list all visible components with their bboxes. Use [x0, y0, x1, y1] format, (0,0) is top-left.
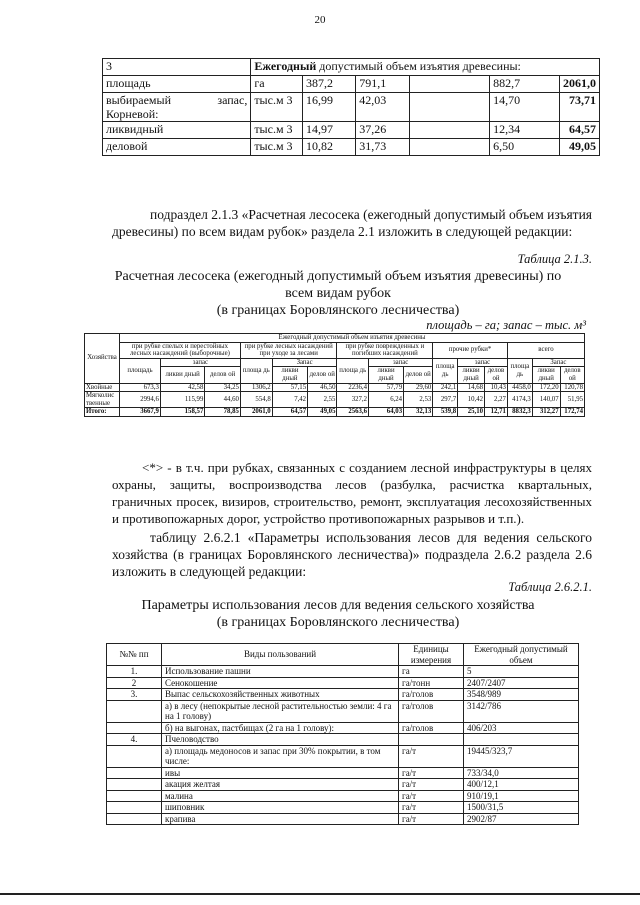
table3-cell-n [107, 779, 162, 791]
table3-cell-vol: 19445/323,7 [464, 745, 579, 767]
table1-cell-c4: 882,7 [490, 76, 560, 93]
table3-cell-unit: га/т [399, 745, 464, 767]
table2-cell: 32,13 [404, 408, 433, 417]
table1-cell-name: ликвидный [103, 122, 251, 139]
col-business: делов ой [205, 367, 241, 383]
col-group-damaged: при рубке поврежденных и погибших насаждений [337, 342, 433, 358]
table1-cell-c4: 14,70 [490, 93, 560, 122]
table3-title-1: Параметры использования лесов для ведения сельского хозяйства [141, 598, 535, 613]
table3-cell-vol: 733/34,0 [464, 767, 579, 779]
bottom-rule [0, 893, 640, 895]
table3-cell-n [107, 790, 162, 802]
table3-cell-unit: га/т [399, 779, 464, 791]
table2-cell: 46,50 [308, 383, 337, 392]
table2-row-label: Мягколис твенные [85, 392, 120, 408]
table2-cell: 2994,6 [120, 392, 161, 408]
table1-row [103, 93, 600, 122]
table3-cell-vol: 3142/786 [464, 700, 579, 722]
table2-cell: 12,71 [485, 408, 508, 417]
table2-cell: 2236,4 [337, 383, 369, 392]
table1-title: Ежегодный допустимый объем изъятия древесины: [251, 59, 600, 76]
col-business: делов ой [485, 367, 508, 383]
col-group-thinning: при рубке лесных насаждений при уходе за лесами [240, 342, 337, 358]
col-stock: запас [458, 358, 508, 367]
table3-cell-kind: Использование пашни [162, 666, 399, 678]
col-liquid: ликви дный [458, 367, 485, 383]
table3-cell-kind: Пчеловодство [162, 734, 399, 746]
table3-cell-kind: акация желтая [162, 779, 399, 791]
table3-row [107, 767, 579, 779]
col-group-other: прочие рубки* [433, 342, 508, 358]
table2-cell: 2563,6 [337, 408, 369, 417]
table3-cell-vol: 2902/87 [464, 813, 579, 825]
col-group-total: всего [507, 342, 584, 358]
col-business: делов ой [560, 367, 584, 383]
table3-cell-unit: га/т [399, 802, 464, 814]
table1-cell-name: деловой [103, 139, 251, 156]
col-business: делов ой [404, 367, 433, 383]
table2-cell: 10,42 [458, 392, 485, 408]
table1-row [103, 76, 600, 93]
col-area: площа дь [433, 358, 458, 383]
table2-cell: 78,85 [205, 408, 241, 417]
col-group-top: Ежегодный допустимый объем изъятия древесины [120, 334, 585, 343]
table3-cell-kind: ивы [162, 767, 399, 779]
table3-cell-unit: га/т [399, 767, 464, 779]
table2-cell: 34,25 [205, 383, 241, 392]
table1-row [103, 139, 600, 156]
table1-cell-total: 73,71 [560, 93, 600, 122]
table3-cell-kind: малина [162, 790, 399, 802]
table2-cell: 297,7 [433, 392, 458, 408]
table3-row [107, 689, 579, 701]
table2-cell: 2,27 [485, 392, 508, 408]
table3-cell-unit: га/т [399, 813, 464, 825]
table3-cell-vol: 5 [464, 666, 579, 678]
footnote: <*> - в т.ч. при рубках, связанных с созданием лесной инфраструктуры в целях охраны, защиты, воспроизводства лесов (разбулка, расчистка квартальных, граничных просек, визиров, строительство, ремонт, эксплуатация лесохозяйственных и противопожарных дорог, устройство противопожарных разрывов и т.п.). [112, 460, 592, 526]
table3-row [107, 813, 579, 825]
table3-cell-n: 2 [107, 677, 162, 689]
table1-cell-c1: 16,99 [302, 93, 355, 122]
table3-cell-kind: шиповник [162, 802, 399, 814]
table2-row-label: Хвойные [85, 383, 120, 392]
table1-cell-c4: 12,34 [490, 122, 560, 139]
table2-cell: 64,03 [369, 408, 404, 417]
table2-row [85, 392, 585, 408]
table3-cell-vol: 400/12,1 [464, 779, 579, 791]
col-farms: Хозяйства [85, 334, 120, 384]
table3-title-2: (в границах Боровлянского лесничества) [216, 615, 460, 630]
calculated-cut-table [84, 333, 585, 417]
table1-cell-name: площадь [103, 76, 251, 93]
table2-cell: 312,27 [532, 408, 560, 417]
col-num: №№ пп [107, 644, 162, 666]
table2-row [85, 408, 585, 417]
table2-cell: 4174,3 [507, 392, 532, 408]
table2-cell: 3667,9 [120, 408, 161, 417]
allowable-cut-table-fragment [102, 58, 600, 156]
table3-cell-n: 3. [107, 689, 162, 701]
table2-cell: 539,8 [433, 408, 458, 417]
paragraph-2-1-3: подраздел 2.1.3 «Расчетная лесосека (ежегодный допустимый объем изъятия древесины) по всем видам рубок» раздела 2.1 изложить в следующей редакции: [112, 207, 592, 239]
table2-cell: 42,58 [160, 383, 204, 392]
col-liquid: ликви дный [272, 367, 307, 383]
table2-cell: 29,60 [404, 383, 433, 392]
table3-row [107, 666, 579, 678]
table3-cell-unit: га/т [399, 790, 464, 802]
table2-cell: 49,05 [308, 408, 337, 417]
table3-cell-n: 4. [107, 734, 162, 746]
table2-cell: 2061,0 [240, 408, 272, 417]
col-business: делов ой [308, 367, 337, 383]
table3-cell-kind: б) на выгонах, пастбищах (2 га на 1 голову): [162, 722, 399, 734]
col-liquid: ликви дный [532, 367, 560, 383]
table2-cell: 673,3 [120, 383, 161, 392]
table3-cell-n [107, 767, 162, 779]
table2-cell: 10,43 [485, 383, 508, 392]
table3-row [107, 677, 579, 689]
paragraph-2-6-2-1: таблицу 2.6.2.1 «Параметры использования лесов для ведения сельского хозяйства (в границах Боровлянского лесничества)» подраздела 2.6.2 раздела 2.6 изложить в следующей редакции: [112, 530, 592, 579]
table2-cell: 8832,3 [507, 408, 532, 417]
table1-cell-c3 [409, 93, 490, 122]
table2-title-3: (в границах Боровлянского лесничества) [216, 303, 460, 318]
table1-cell-name: выбираемый запас, Корневой: [103, 93, 251, 122]
table3-row [107, 802, 579, 814]
table3-cell-unit: га/голов [399, 722, 464, 734]
table3-cell-kind: Выпас сельскохозяйственных животных [162, 689, 399, 701]
table2-cell: 51,95 [560, 392, 584, 408]
col-stock: Запас [532, 358, 584, 367]
table2-cell: 1306,2 [240, 383, 272, 392]
table1-cell-c1: 10,82 [302, 139, 355, 156]
table3-row [107, 790, 579, 802]
table1-cell-c1: 387,2 [302, 76, 355, 93]
table2-cell: 57,79 [369, 383, 404, 392]
table2-cell: 115,99 [160, 392, 204, 408]
table2-cell: 25,10 [458, 408, 485, 417]
table3-row [107, 722, 579, 734]
table2-cell: 14,68 [458, 383, 485, 392]
table3-cell-vol [464, 734, 579, 746]
table3-row [107, 779, 579, 791]
table3-cell-unit: га/голов [399, 689, 464, 701]
col-unit: Единицы измерения [399, 644, 464, 666]
table3-row [107, 745, 579, 767]
table2-cell: 172,20 [532, 383, 560, 392]
table1-cell-c3 [409, 76, 490, 93]
table3-cell-n [107, 700, 162, 722]
table3-cell-vol: 1500/31,5 [464, 802, 579, 814]
table1-cell-unit: тыс.м 3 [251, 122, 303, 139]
table1-cell-c2: 42,03 [356, 93, 409, 122]
col-stock: запас [369, 358, 433, 367]
table3-cell-kind: а) в лесу (непокрытые лесной растительностью земли: 4 га на 1 голову) [162, 700, 399, 722]
table2-cell: 7,42 [272, 392, 307, 408]
table2-cell: 242,1 [433, 383, 458, 392]
table3-cell-n [107, 813, 162, 825]
table2-cell: 57,15 [272, 383, 307, 392]
col-group-mature: при рубке спелых и перестойных лесных насаждений (выборочные) [120, 342, 241, 358]
table2-cell: 64,57 [272, 408, 307, 417]
col-stock: запас [160, 358, 240, 367]
table2-row [85, 383, 585, 392]
table3-cell-vol: 910/19,1 [464, 790, 579, 802]
col-liquid: ликви дный [369, 367, 404, 383]
table1-cell-total: 64,57 [560, 122, 600, 139]
table3-cell-vol: 2407/2407 [464, 677, 579, 689]
table3-row [107, 734, 579, 746]
table1-cell-total: 49,05 [560, 139, 600, 156]
table1-cell-unit: тыс.м 3 [251, 93, 303, 122]
table1-cell-total: 2061,0 [560, 76, 600, 93]
table3-cell-n [107, 802, 162, 814]
table1-cell-unit: тыс.м 3 [251, 139, 303, 156]
col-kind: Виды пользований [162, 644, 399, 666]
table3-cell-unit: га/тонн [399, 677, 464, 689]
table1-cell-c2: 37,26 [356, 122, 409, 139]
col-area: площа дь [337, 358, 369, 383]
agriculture-params-table [106, 643, 579, 825]
table2-cell: 6,24 [369, 392, 404, 408]
table3-label: Таблица 2.6.2.1. [508, 580, 592, 594]
col-volume: Ежегодный допустимый объем [464, 644, 579, 666]
table2-cell: 2,55 [308, 392, 337, 408]
table3-cell-kind: крапива [162, 813, 399, 825]
table2-row-label: Итого: [85, 408, 120, 417]
table2-cell: 2,53 [404, 392, 433, 408]
table2-title-1: Расчетная лесосека (ежегодный допустимый объем изъятия древесины) по [114, 269, 562, 284]
col-area: площадь [120, 358, 161, 383]
table1-row [103, 122, 600, 139]
table3-cell-n [107, 745, 162, 767]
table2-cell: 158,57 [160, 408, 204, 417]
table3-cell-vol: 3548/989 [464, 689, 579, 701]
table3-cell-unit: га/голов [399, 700, 464, 722]
table1-cell-c2: 31,73 [356, 139, 409, 156]
table2-cell: 172,74 [560, 408, 584, 417]
row-number: 3 [103, 59, 251, 76]
table1-cell-c1: 14,97 [302, 122, 355, 139]
table2-cell: 140,07 [532, 392, 560, 408]
table2-units: площадь – га; запас – тыс. м³ [426, 318, 586, 332]
table2-cell: 554,8 [240, 392, 272, 408]
table1-cell-c2: 791,1 [356, 76, 409, 93]
table3-cell-kind: а) площадь медоносов и запас при 30% покрытии, в том числе: [162, 745, 399, 767]
table1-cell-c3 [409, 122, 490, 139]
col-area: площа дь [240, 358, 272, 383]
table1-cell-c3 [409, 139, 490, 156]
col-stock: Запас [272, 358, 337, 367]
col-area: площа дь [507, 358, 532, 383]
table3-cell-vol: 406/203 [464, 722, 579, 734]
table3-row [107, 700, 579, 722]
table3-cell-kind: Сенокошение [162, 677, 399, 689]
table3-cell-n: 1. [107, 666, 162, 678]
table1-cell-unit: га [251, 76, 303, 93]
table2-cell: 327,2 [337, 392, 369, 408]
table2-label: Таблица 2.1.3. [517, 252, 592, 266]
table2-cell: 4458,0 [507, 383, 532, 392]
table3-cell-unit [399, 734, 464, 746]
table2-cell: 44,60 [205, 392, 241, 408]
table2-cell: 120,78 [560, 383, 584, 392]
table2-title-2: всем видам рубок [285, 286, 391, 301]
page-number: 20 [314, 14, 326, 26]
table3-cell-unit: га [399, 666, 464, 678]
table1-cell-c4: 6,50 [490, 139, 560, 156]
table3-cell-n [107, 722, 162, 734]
col-liquid: ликви дный [160, 367, 204, 383]
